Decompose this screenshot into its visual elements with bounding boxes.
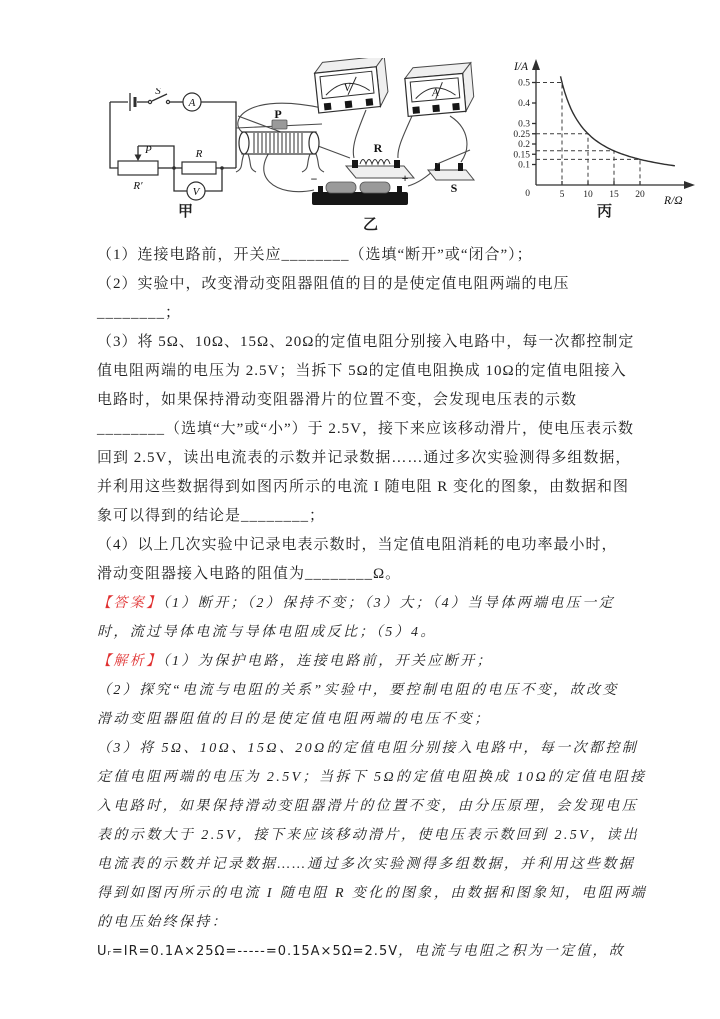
left-wire [110, 102, 118, 168]
svg-text:0.4: 0.4 [518, 99, 530, 109]
question-line: （2）实验中，改变滑动变阻器阻值的目的是使定值电阻两端的电压 [97, 276, 570, 292]
battery-symbol [110, 93, 148, 111]
analysis-line: 电流表的示数并记录数据……通过多次实验测得多组数据，并利用这些数据 [97, 857, 636, 872]
svg-text:0.3: 0.3 [518, 119, 530, 130]
rheostat-apparatus-label: P [274, 107, 282, 121]
svg-text:R/Ω: R/Ω [664, 195, 683, 207]
analysis-line: 定值电阻两端的电压为 2.5V；当拆下 5Ω的定值电阻换成 10Ω的定值电阻接 [97, 770, 647, 785]
rheostat-label: R′ [133, 180, 143, 192]
switch-symbol [148, 88, 183, 104]
resistor-symbol [174, 148, 236, 174]
question-line: ________（选填“大”或“小”）于 2.5V，接下来应该移动滑片，使电压表示数 [97, 421, 634, 437]
battery-neg-label: − [310, 172, 318, 186]
resistor-board-label: R [373, 141, 383, 155]
analysis-line: （2）探究“电流与电阻的关系”实验中，要控制电阻的电压不变，故改变 [97, 683, 619, 698]
switch-label: S [155, 88, 161, 97]
analysis-line: 得到如图丙所示的电流 I 随电阻 R 变化的图象，由数据和图象知，电阻两端 [97, 886, 648, 901]
question-line: （4）以上几次实验中记录电表示数时，当定值电阻消耗的电功率最小时， [97, 537, 618, 553]
question-line: ________； [97, 305, 182, 321]
answer-text: （1）断开；（2）保持不变；（3）大；（4）当导体两端电压一定 [162, 596, 616, 611]
voltmeter-instrument [314, 58, 390, 113]
slider-label: P [145, 144, 152, 156]
switch-apparatus [428, 150, 474, 195]
question-line: 值电阻两端的电压为 2.5V；当拆下 5Ω的定值电阻换成 10Ω的定值电阻接入 [97, 363, 627, 379]
analysis-line: （3）将 5Ω、10Ω、15Ω、20Ω的定值电阻分别接入电路中，每一次都控制 [97, 741, 639, 756]
svg-text:0: 0 [525, 189, 530, 199]
resistor-label: R [195, 148, 203, 160]
ammeter-dial-label: A [431, 86, 440, 100]
question-line: 滑动变阻器接入电路的阻值为________Ω。 [97, 566, 402, 582]
analysis-line [97, 647, 633, 676]
figure-caption-yi: 乙 [363, 217, 380, 233]
figure-strip [0, 0, 720, 240]
figure-caption-jia: 甲 [178, 204, 195, 220]
svg-text:0.2: 0.2 [518, 140, 530, 150]
question-line: 并利用这些数据得到如图丙所示的电流 I 随电阻 R 变化的图象，由数据和图 [97, 479, 630, 495]
svg-text:20: 20 [635, 190, 645, 200]
rheostat-symbol [118, 144, 176, 192]
question-line: （1）连接电路前，开关应________（选填“断开”或“闭合”）； [97, 247, 533, 263]
svg-text:I/A: I/A [513, 61, 528, 73]
svg-text:5: 5 [559, 190, 565, 200]
voltmeter-label: V [192, 186, 200, 198]
rheostat-apparatus [236, 107, 324, 172]
ammeter-label: A [188, 97, 196, 109]
answer-label: 【答案】 [97, 596, 163, 611]
svg-text:0.5: 0.5 [518, 78, 530, 89]
iv-graph-bing [498, 55, 703, 213]
analysis-text: （1）为保护电路，连接电路前，开关应断开； [162, 654, 494, 669]
question-line: 象可以得到的结论是________； [97, 508, 326, 524]
question-line: （3）将 5Ω、10Ω、15Ω、20Ω的定值电阻分别接入电路中，每一次都控制定 [97, 334, 635, 350]
analysis-line: 的电压始终保持： [97, 915, 229, 930]
text-column [97, 241, 648, 966]
answer-line [97, 589, 633, 618]
formula-text: Uᵣ=IR=0.1A×25Ω=-----=0.15A×5Ω=2.5V [97, 944, 399, 959]
analysis-formula-line [97, 937, 633, 966]
question-line: 电路时，如果保持滑动变阻器滑片的位置不变，会发现电压表的示数 [97, 392, 578, 408]
figure-caption-bing: 丙 [597, 204, 614, 220]
switch-apparatus-label: S [450, 181, 458, 195]
formula-tail-text: ，电流与电阻之积为一定值，故 [398, 944, 625, 959]
analysis-line: 表的示数大于 2.5V，接下来应该移动滑片，使电压表示数回到 2.5V，读出 [97, 828, 640, 843]
voltmeter-dial-label: V [343, 81, 352, 95]
svg-text:0.1: 0.1 [518, 160, 530, 171]
analysis-line: 入电路时，如果保持滑动变阻器滑片的位置不变，由分压原理，会发现电压 [97, 799, 639, 814]
ammeter-instrument [404, 63, 475, 117]
svg-text:15: 15 [609, 190, 619, 200]
svg-text:10: 10 [583, 190, 593, 200]
analysis-line: 滑动变阻器阻值的目的是使定值电阻两端的电压不变； [97, 712, 491, 727]
svg-text:0.25: 0.25 [513, 129, 530, 140]
battery-pos-label: + [401, 171, 409, 185]
analysis-label: 【解析】 [97, 654, 163, 669]
svg-text:0.15: 0.15 [513, 150, 530, 161]
answer-line: 时，流过导体电流与导体电阻成反比；（5）4。 [97, 625, 437, 640]
apparatus-diagram-yi [228, 58, 498, 210]
question-line: 回到 2.5V，读出电流表的示数并记录数据……通过多次实验测得多组数据， [97, 450, 632, 466]
